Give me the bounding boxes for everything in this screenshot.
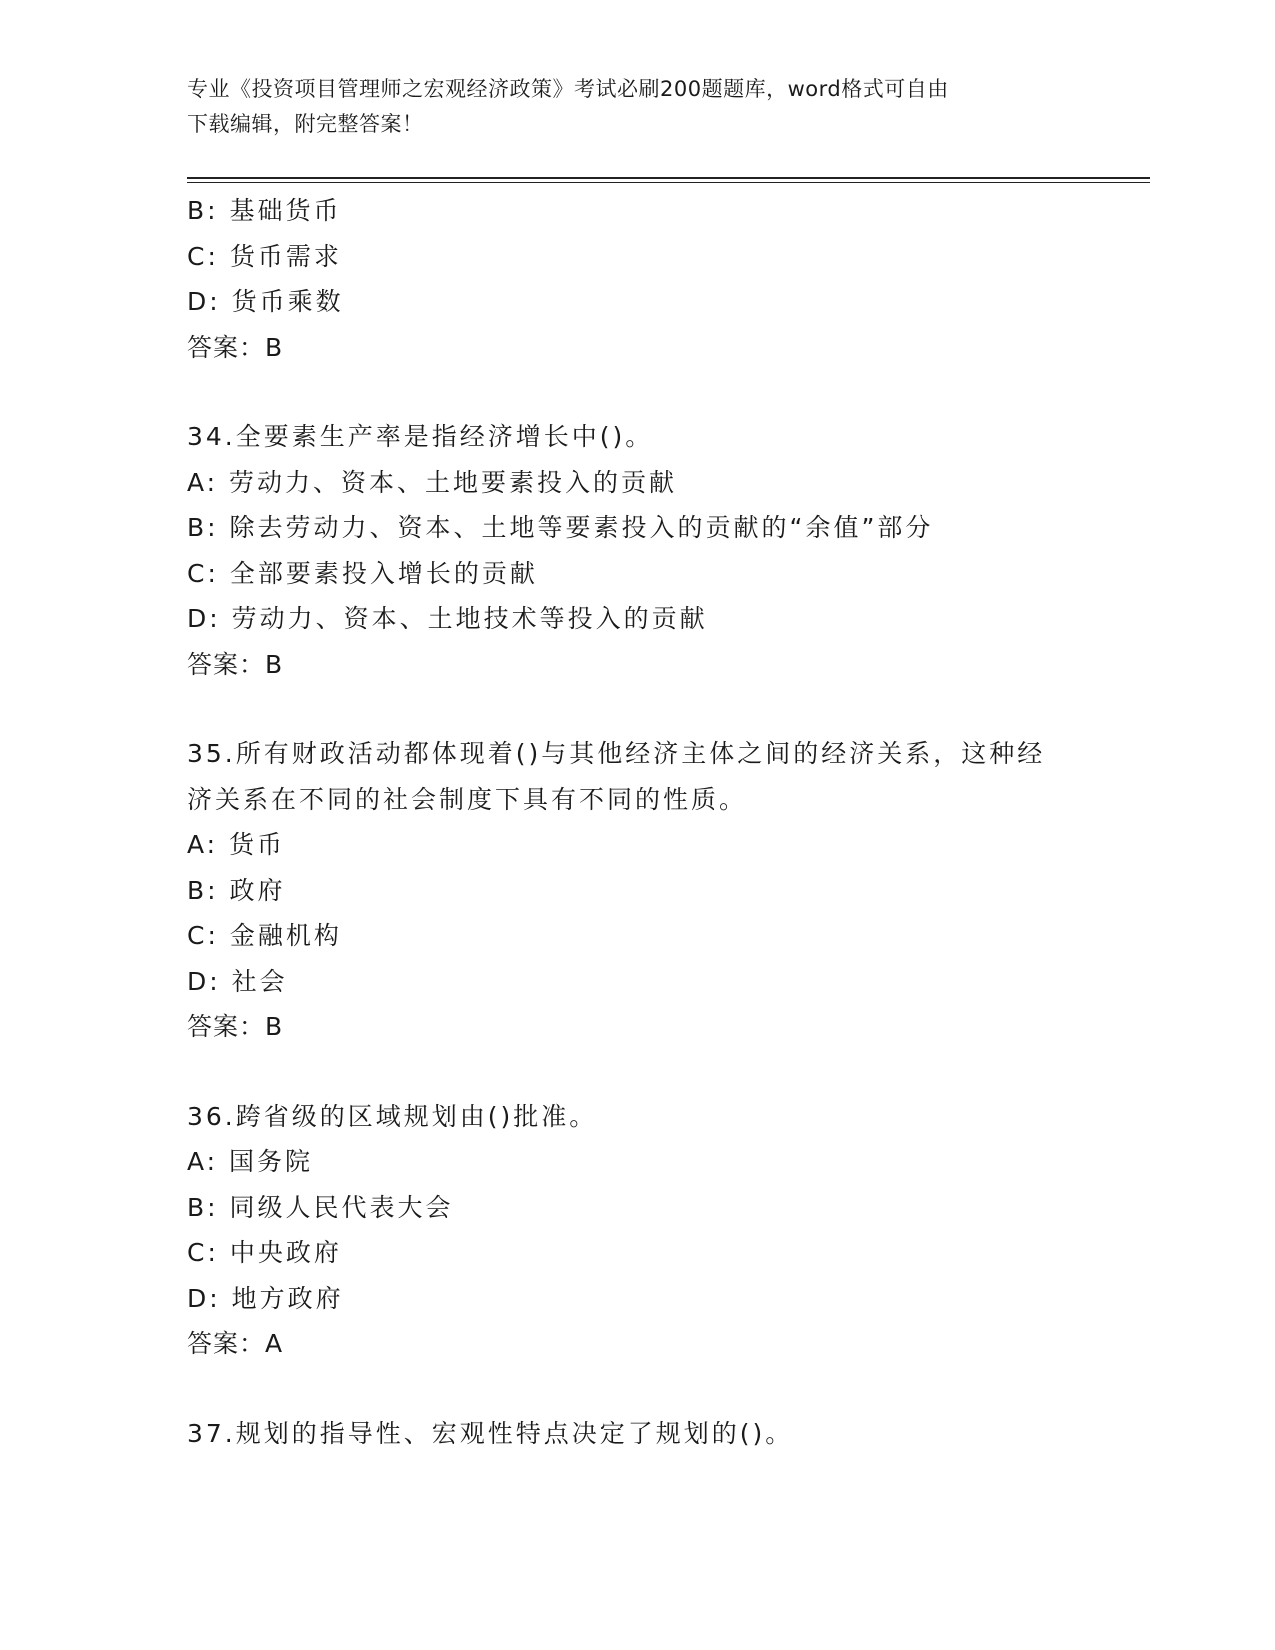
- question-36-block: [187, 1094, 1087, 1367]
- question-spacer: [187, 1050, 1087, 1094]
- question-spacer: [187, 687, 1087, 731]
- option-c: C: 金融机构: [187, 921, 342, 950]
- option-c: C: 全部要素投入增长的贡献: [187, 558, 538, 588]
- question-text-line-1: 35.所有财政活动都体现着()与其他经济主体之间的经济关系，这种经: [187, 739, 1046, 768]
- question-text: 37.规划的指导性、宏观性特点决定了规划的()。: [187, 1418, 794, 1448]
- option-b: B: 基础货币: [187, 196, 342, 225]
- header-divider-thick: [187, 177, 1150, 179]
- question-spacer: [187, 370, 1087, 414]
- option-a: A: 货币: [187, 830, 286, 859]
- option-a: A: 劳动力、资本、土地要素投入的贡献: [187, 467, 678, 497]
- document-header: [187, 72, 1087, 142]
- question-37-block: [187, 1411, 1087, 1457]
- header-divider-thin: [187, 182, 1150, 183]
- question-33-block: [187, 188, 1087, 370]
- option-d: D: 社会: [187, 966, 288, 996]
- option-d: D: 货币乘数: [187, 287, 344, 316]
- header-line-1: 专业《投资项目管理师之宏观经济政策》考试必刷200题题库，word格式可自由: [187, 77, 949, 101]
- question-35-block: [187, 731, 1087, 1050]
- question-content: [187, 188, 1087, 1456]
- option-b: B: 同级人民代表大会: [187, 1192, 454, 1222]
- option-d: D: 地方政府: [187, 1283, 344, 1313]
- question-text: 36.跨省级的区域规划由()批准。: [187, 1101, 598, 1131]
- option-c: C: 货币需求: [187, 241, 342, 271]
- answer-label: 答案：A: [187, 1329, 284, 1358]
- answer-label: 答案：B: [187, 1012, 284, 1041]
- answer-label: 答案：B: [187, 649, 284, 679]
- option-a: A: 国务院: [187, 1147, 314, 1176]
- question-text: 34.全要素生产率是指经济增长中()。: [187, 422, 654, 451]
- option-b: B: 除去劳动力、资本、土地等要素投入的贡献的“余值”部分: [187, 513, 934, 542]
- question-34-block: [187, 414, 1087, 687]
- question-text-line-2: 济关系在不同的社会制度下具有不同的性质。: [187, 784, 748, 814]
- answer-label: 答案：B: [187, 332, 284, 362]
- option-b: B: 政府: [187, 875, 286, 905]
- question-spacer: [187, 1367, 1087, 1411]
- option-c: C: 中央政府: [187, 1238, 342, 1267]
- option-d: D: 劳动力、资本、土地技术等投入的贡献: [187, 604, 708, 633]
- header-line-2: 下载编辑，附完整答案！: [187, 112, 424, 136]
